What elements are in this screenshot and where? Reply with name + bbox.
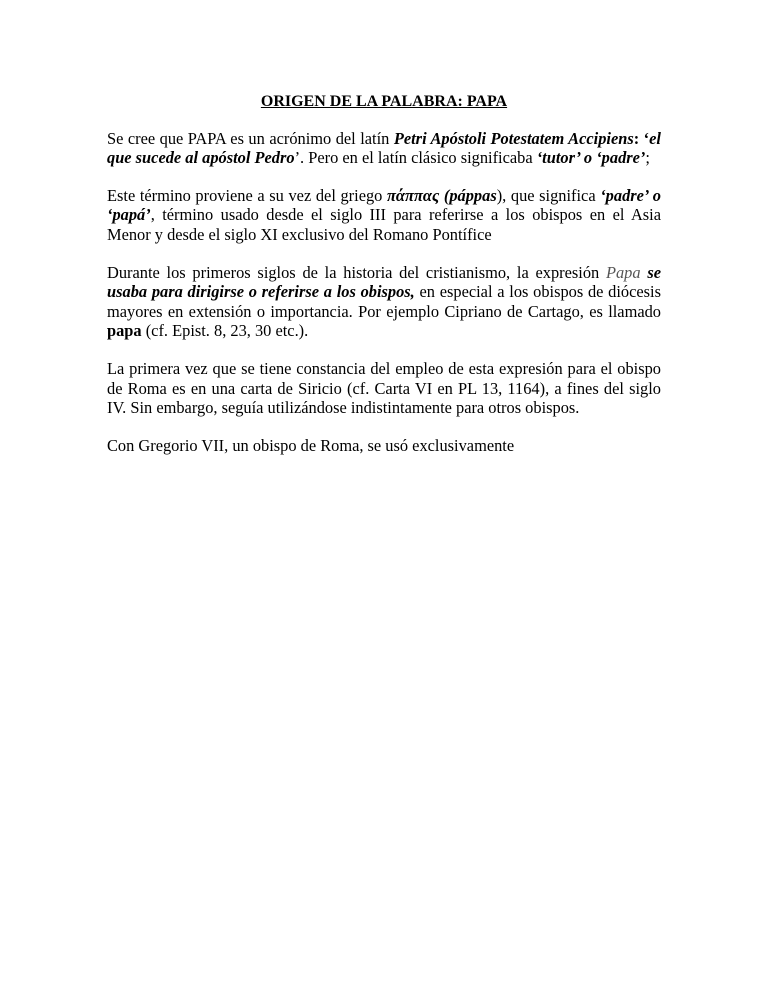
p3-emphasis: se usaba para dirigirse o referirse a los obispos, <box>107 262 661 302</box>
paragraph-greek-origin <box>107 186 661 245</box>
p2-greek-word: πάππας (páppas <box>386 185 497 205</box>
p3-text-5: en especial a los obispos de diócesis mayores en extensión o importancia. Por ejemplo Cipriano de Cartago, es llamado <box>107 282 661 321</box>
document-page <box>107 92 661 473</box>
p2-text-3: ), que significa <box>496 185 601 205</box>
p1-text-1: Se cree que PAPA es un acrónimo del latín <box>107 128 394 148</box>
paragraph-early-use <box>107 263 661 341</box>
paragraph-acronym <box>107 129 661 168</box>
p1-latin-phrase: Petri Apóstoli Potestatem Accipiens <box>393 128 634 148</box>
p3-text-7: (cf. Epist. 8, 23, 30 etc.). <box>141 321 309 341</box>
document-title: ORIGEN DE LA PALABRA: PAPA <box>260 93 508 110</box>
p1-meaning: ‘tutor’ o ‘padre’ <box>536 148 646 168</box>
p2-text-5: , término usado desde el siglo III para referirse a los obispos en el Asia Menor y desde el siglo XI exclusivo del Romano Pontífice <box>107 205 661 244</box>
p2-text-1: Este término proviene a su vez del griego <box>107 185 387 205</box>
paragraph-rome-first-use: La primera vez que se tiene constancia del empleo de esta expresión para el obispo de Roma es en una carta de Siricio (cf. Carta VI en PL 13, 1164), a fines del siglo IV. Sin embargo, seguía utilizándose indistintamente para otros obispos. <box>107 358 661 418</box>
p1-text-7: ; <box>645 148 650 168</box>
p2-meaning: ‘padre’ o ‘papá’ <box>107 185 661 225</box>
p3-papa-term: Papa <box>605 262 641 282</box>
p1-text-5: ’. Pero en el latín clásico significaba <box>294 148 537 168</box>
p1-text-3: : ‘ <box>633 128 650 148</box>
p3-papa-bold: papa <box>107 321 142 341</box>
p3-text-1: Durante los primeros siglos de la historia del cristianismo, la expresión <box>107 262 606 282</box>
paragraph-gregorio: Con Gregorio VII, un obispo de Roma, se usó exclusivamente <box>107 435 515 455</box>
p1-translation: el que sucede al apóstol Pedro <box>107 128 661 168</box>
